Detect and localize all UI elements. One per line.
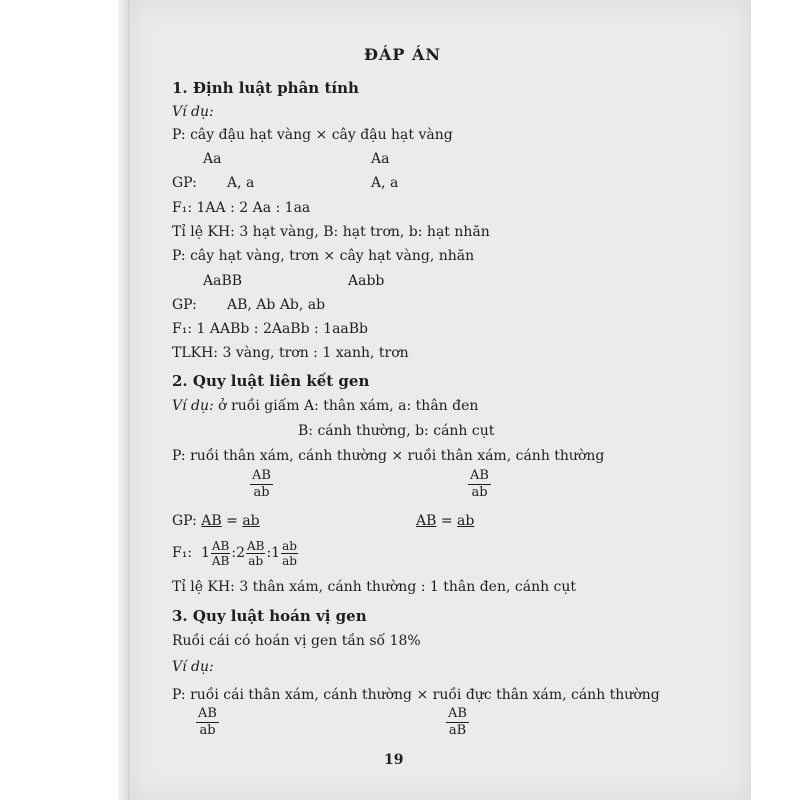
gamete-left: A, a — [227, 175, 255, 191]
phenotype-ratio: Tỉ lệ KH: 3 hạt vàng, B: hạt trơn, b: hạt nhăn — [172, 224, 490, 240]
tlkh-line: TLKH: 3 vàng, trơn : 1 xanh, trơn — [172, 345, 409, 361]
genotype-fraction-right — [468, 468, 491, 501]
gamete-line-right — [416, 512, 474, 530]
example-label: Ví dụ: — [172, 104, 214, 120]
fraction-denominator: ab — [282, 553, 297, 568]
fraction-numerator: AB — [448, 706, 467, 721]
genotype-fraction-right — [446, 706, 469, 739]
f1-label: F₁: — [172, 545, 193, 561]
gamete-ab-lower: ab — [457, 513, 475, 529]
genotype-right-2: Aabb — [348, 273, 385, 289]
genotype-fraction-left — [196, 706, 219, 739]
genotype-fraction-left — [250, 468, 273, 501]
fraction-numerator: AB — [246, 538, 265, 553]
section-heading-2: 2. Quy luật liên kết gen — [172, 372, 370, 390]
page-edge — [118, 0, 128, 800]
coef-1: 1 — [200, 545, 210, 561]
gamete-ab: AB — [201, 513, 222, 529]
cross-line: P: cây đậu hạt vàng × cây đậu hạt vàng — [172, 127, 453, 143]
fraction-numerator: AB — [252, 468, 271, 483]
genotype-right: Aa — [371, 151, 390, 167]
gamete-label: GP: — [172, 513, 202, 529]
fraction-denominator: ab — [253, 485, 270, 500]
gamete-label: GP: — [172, 175, 197, 191]
gamete-ab-lower: ab — [242, 513, 260, 529]
fraction-denominator: AB — [211, 553, 230, 568]
fraction-denominator: aB — [448, 723, 467, 738]
fraction-numerator: AB — [211, 538, 230, 553]
gamete-right: A, a — [371, 175, 399, 191]
example-label: Ví dụ: — [172, 659, 214, 675]
gamete-equals: = — [221, 513, 243, 529]
fraction-numerator: AB — [470, 468, 489, 483]
cross-line: P: ruồi cái thân xám, cánh thường × ruồi đực thân xám, cánh thường — [172, 687, 660, 703]
gamete-values-2: AB, Ab Ab, ab — [227, 297, 326, 313]
coef-2: :2 — [231, 545, 245, 561]
section-heading-1: 1. Định luật phân tính — [172, 79, 359, 97]
f1-line: F₁: 1AA : 2 Aa : 1aa — [172, 200, 311, 216]
genotype-left-2: AaBB — [203, 273, 243, 289]
recombination-line: Ruồi cái có hoán vị gen tần số 18% — [172, 633, 421, 649]
example-line — [172, 397, 478, 415]
f1-fraction-line — [172, 536, 299, 570]
page-title: ĐÁP ÁN — [364, 45, 442, 64]
phenotype-ratio: Tỉ lệ KH: 3 thân xám, cánh thường : 1 thân đen, cánh cụt — [172, 579, 577, 595]
page-number: 19 — [384, 752, 404, 768]
fraction-numerator: ab — [282, 538, 297, 553]
f1-fraction-1 — [211, 539, 230, 568]
fraction-numerator: AB — [198, 706, 217, 721]
gamete-equals: = — [436, 513, 458, 529]
gamete-line — [172, 512, 260, 530]
coef-3: :1 — [266, 545, 281, 561]
f1-fraction-2 — [246, 539, 265, 568]
genotype-left: Aa — [203, 151, 222, 167]
cross-line-2: P: cây hạt vàng, trơn × cây hạt vàng, nhăn — [172, 248, 475, 264]
gamete-label-2: GP: — [172, 297, 197, 313]
section-heading-3: 3. Quy luật hoán vị gen — [172, 607, 367, 625]
f1-fraction-3 — [281, 539, 298, 568]
gamete-ab: AB — [416, 513, 437, 529]
example-label: Ví dụ: — [172, 398, 214, 414]
example-text: ở ruồi giấm A: thân xám, a: thân đen — [213, 398, 479, 414]
fraction-denominator: ab — [471, 485, 488, 500]
f1-line-2: F₁: 1 AABb : 2AaBb : 1aaBb — [172, 321, 369, 337]
fraction-denominator: ab — [248, 553, 264, 568]
trait-line: B: cánh thường, b: cánh cụt — [298, 423, 495, 439]
fraction-denominator: ab — [199, 723, 216, 738]
cross-line: P: ruồi thân xám, cánh thường × ruồi thân xám, cánh thường — [172, 448, 605, 464]
